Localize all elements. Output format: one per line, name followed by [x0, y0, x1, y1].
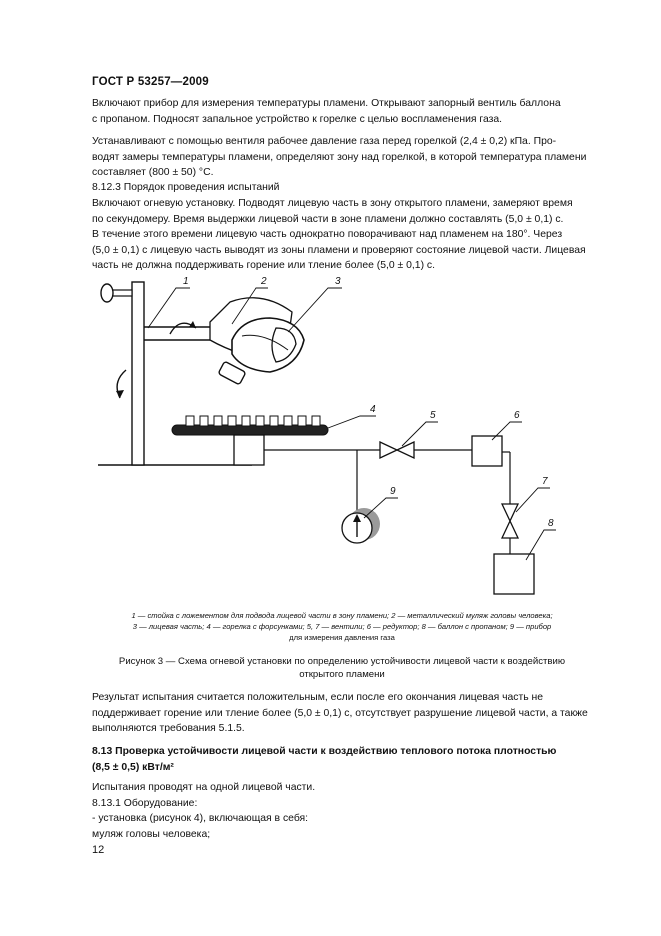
text-line: 8.13 Проверка устойчивости лицевой части к воздействию теплового потока плотностью [92, 746, 557, 757]
text-line: - установка (рисунок 4), включающая в себя: [92, 813, 309, 825]
leader-line-7 [516, 488, 550, 512]
text-line: выполняются требования 5.1.5. [92, 723, 245, 735]
text-line: Испытания проводят на одной лицевой части. [92, 782, 316, 793]
figure-label-2: 2 [261, 276, 267, 287]
text-line: В течение этого времени лицевую часть однократно поворачивают над пламенем на 180°. Через [92, 229, 563, 240]
text-line: Устанавливают с помощью вентиля рабочее давление газа перед горелкой (2,4 ± 0,2) кПа. Про- [92, 136, 557, 147]
text-line: Включают прибор для измерения температуры пламени. Открывают запорный вентиль баллона [92, 98, 561, 109]
stand-knob [112, 290, 132, 296]
leader-line-4 [328, 416, 376, 428]
document-header: ГОСТ Р 53257—2009 [92, 76, 209, 88]
valve-7 [502, 504, 518, 538]
figure-label-8: 8 [548, 518, 554, 529]
text-line: 8.13.1 Оборудование: [92, 797, 198, 809]
stand-post [132, 282, 144, 465]
figure-label-3: 3 [335, 276, 341, 287]
text-line: (5,0 ± 0,1) с лицевую часть выводят из зоны пламени и проверяют состояние лицевой части. Лицевая [92, 244, 586, 256]
legend-line: 3 — лицевая часть; 4 — горелка с форсунками; 5, 7 — вентили; 6 — редуктор; 8 — баллон с пропаном; 9 — прибор [132, 621, 552, 631]
text-line: поддерживает горение или тление более (5,0 ± 0,1) с, отсутствует разрушение лицевой части, а также [92, 707, 588, 719]
paragraph-ignition [92, 96, 592, 127]
leader-line-1 [148, 288, 190, 328]
text-line: часть не должна поддерживать горение или тление более (5,0 ± 0,1) с. [92, 260, 436, 272]
text-line: водят замеры температуры пламени, определяют зону над горелкой, в которой температура пламени [92, 151, 587, 163]
figure-label-6: 6 [514, 410, 520, 421]
leader-line-5 [402, 422, 438, 446]
text-line: с пропаном. Подносят запальное устройство к горелке с целью воспламенения газа. [92, 113, 503, 125]
reducer-6 [472, 436, 502, 466]
paragraph-equipment [92, 780, 592, 842]
figure-legend [92, 611, 592, 643]
caption-line: Рисунок 3 — Схема огневой установки по определению устойчивости лицевой части к воздействию [118, 656, 566, 667]
paragraph-pressure [92, 134, 592, 181]
valve-5 [380, 442, 414, 458]
figure-caption [92, 656, 592, 682]
fire-test-diagram [92, 262, 592, 602]
figure-label-5: 5 [430, 410, 436, 421]
legend-line: для измерения давления газа [289, 632, 395, 642]
subsection-heading [92, 180, 592, 196]
leader-line-3 [288, 288, 342, 332]
propane-cylinder-8 [494, 554, 534, 594]
rotation-arrow [116, 390, 124, 398]
text-line: 8.12.3 Порядок проведения испытаний [92, 182, 280, 193]
page-number: 12 [92, 844, 105, 856]
text-line: по секундомеру. Время выдержки лицевой части в зоне пламени должно составлять (5,0 ± 0,1) с. [92, 213, 564, 225]
paragraph-procedure [92, 196, 592, 227]
text-line: Результат испытания считается положительным, если после его окончания лицевая часть не [92, 692, 544, 703]
legend-line: 1 — стойка с ложементом для подвода лицевой части в зону пламени; 2 — металлический муляж головы человека; [131, 611, 553, 620]
caption-line: открытого пламени [299, 668, 385, 680]
section-heading-8-13 [92, 744, 592, 775]
text-line: (8,5 ± 0,5) кВт/м² [92, 761, 174, 773]
figure-label-1: 1 [183, 276, 189, 287]
paragraph-result [92, 690, 592, 737]
text-line: Включают огневую установку. Подводят лицевую часть в зону открытого пламени, замеряют время [92, 198, 573, 209]
figure-label-7: 7 [542, 476, 548, 487]
text-line: муляж головы человека; [92, 828, 211, 840]
figure-label-9: 9 [390, 486, 396, 497]
figure-label-4: 4 [370, 404, 376, 415]
text-line: составляет (800 ± 50) °С. [92, 167, 214, 179]
stand-knob-cap [101, 284, 113, 302]
burner-support [234, 435, 264, 465]
